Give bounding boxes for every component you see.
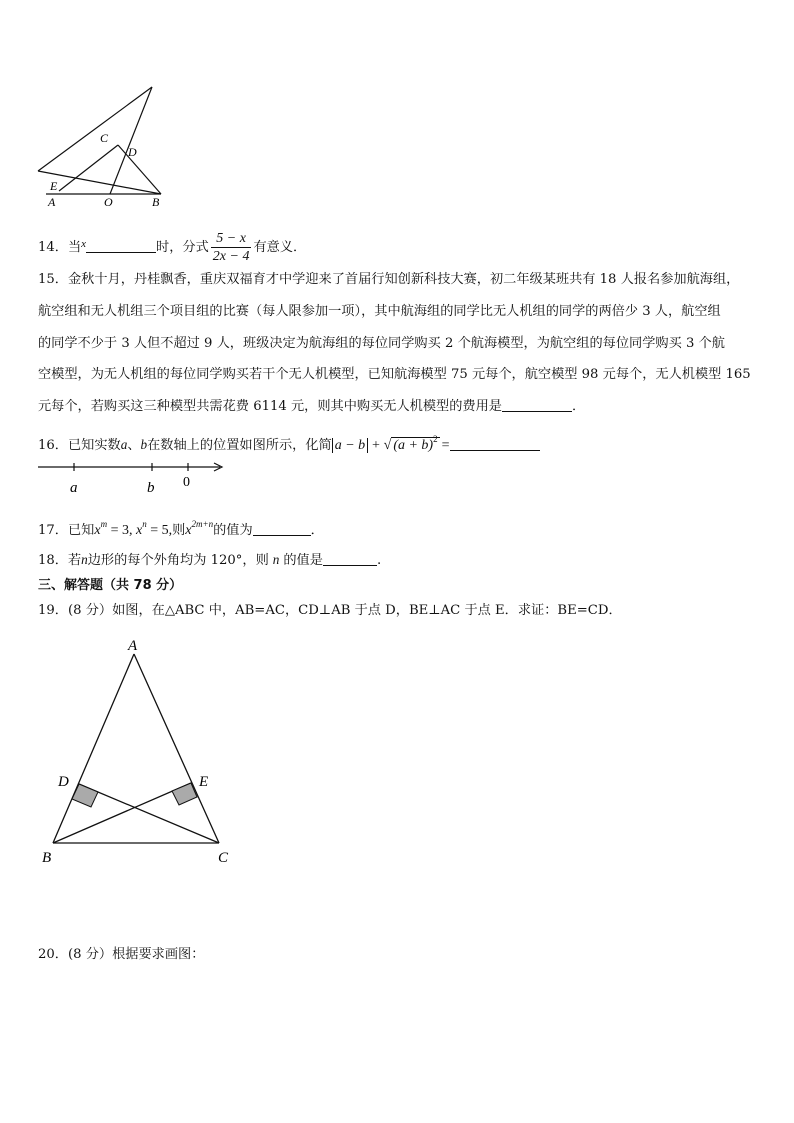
q14-answer-blank[interactable] <box>86 238 156 253</box>
q15-line-3: 的同学不少于 3 人但不超过 9 人，班级决定为航海组的每位同学购买 2 个航海模型，为航空组的每位同学购买 3 个航 <box>38 336 725 351</box>
fig13-label-e: E <box>50 179 58 193</box>
q18-prefix: 18．若 <box>38 553 82 568</box>
q16-answer-blank[interactable] <box>450 436 540 451</box>
fig19-label-b: B <box>42 850 52 866</box>
question-20: 20．(8 分）根据要求画图： <box>38 947 205 962</box>
q14-numerator: 5 − x <box>211 230 252 248</box>
fig19-label-d: D <box>58 774 69 790</box>
number-line-label-a: a <box>70 480 78 496</box>
q16-var-a: a <box>120 437 128 452</box>
q17-answer-blank[interactable] <box>253 521 311 536</box>
q18-suffix: 的值是 <box>283 553 323 568</box>
q14-fraction <box>211 230 252 265</box>
triangle-figure-19 <box>36 636 242 872</box>
fig13-label-o: O <box>104 195 113 209</box>
q18-var-n2: n <box>272 552 280 567</box>
fig19-side-ac <box>134 654 219 843</box>
q16-sqrt-sign: √ <box>383 438 392 453</box>
q16-var-b: b <box>140 437 148 452</box>
q15-line-4: 空模型，为无人机组的每位同学购买若干个无人机模型，已知航海模型 75 元每个，航空模型 98 元每个，无人机模型 165 <box>38 367 751 382</box>
q17-x2: x <box>135 523 143 538</box>
q17-x1: x <box>94 523 101 538</box>
q17-x3: x <box>185 523 192 538</box>
question-17 <box>38 515 324 540</box>
q16-sep: 、 <box>127 438 141 453</box>
number-line-label-b: b <box>147 480 155 496</box>
number-line <box>34 456 234 500</box>
fig19-label-a: A <box>128 638 138 654</box>
q17-value-2: = 5, <box>146 523 173 538</box>
q18-end: . <box>376 553 382 568</box>
fig19-segment-cd <box>79 784 219 843</box>
q18-answer-blank[interactable] <box>323 551 377 566</box>
q16-exponent: 2 <box>433 434 438 444</box>
q14-denominator: 2x − 4 <box>212 249 250 264</box>
q18-var-n: n <box>81 552 88 567</box>
q18-mid: 边形的每个外角均为 120°，则 <box>87 553 269 568</box>
q15-end: ． <box>571 399 586 414</box>
q17-mid: 则 <box>172 523 186 538</box>
q16-sqrt-expr: (a + b) <box>393 438 434 453</box>
q15-line-5-text: 元每个，若购买这三种模型共需花费 6114 元，则其中购买无人机模型的费用是 <box>38 399 502 414</box>
q17-prefix: 17．已知 <box>38 523 95 538</box>
q16-abs-expression: a − b <box>332 438 368 453</box>
q15-answer-blank[interactable] <box>502 397 572 412</box>
q14-mid: 时，分式 <box>156 240 209 255</box>
q16-plus: + <box>371 438 381 453</box>
q17-exp-2m-n: 2m+n <box>191 519 214 529</box>
fig13-label-c: C <box>100 131 109 145</box>
q14-prefix: 14．当 <box>38 240 82 255</box>
fig19-label-e: E <box>199 774 209 790</box>
fig19-side-ab <box>53 654 134 843</box>
q14-suffix: 有意义． <box>253 240 307 255</box>
q17-value-1: = 3, <box>107 523 136 538</box>
q17-suffix: 的值为 <box>213 523 253 538</box>
fig13-label-a: A <box>48 195 56 209</box>
q15-line-1: 15．金秋十月，丹桂飘香，重庆双福育才中学迎来了首届行知创新科技大赛，初二年级某班共有 18 人报名参加航海组， <box>38 272 740 287</box>
q15-line-2: 航空组和无人机组三个项目组的比赛（每人限参加一项），其中航海组的同学比无人机组的同学的两倍少 3 人，航空组 <box>38 304 721 319</box>
q16-equals: = <box>441 438 450 453</box>
question-14 <box>38 230 306 265</box>
q16-mid: 在数轴上的位置如图所示，化简 <box>147 438 332 453</box>
question-19: 19．(8 分）如图，在△ABC 中，AB=AC，CD⊥AB 于点 D，BE⊥AC 于点 E．求证：BE=CD． <box>38 603 622 618</box>
right-angle-d-icon <box>72 784 98 807</box>
q15-line-5 <box>38 397 585 416</box>
q17-exp-n: n <box>142 519 147 529</box>
section-3-heading: 三、解答题（共 78 分） <box>38 578 183 593</box>
fig19-label-c: C <box>218 850 229 866</box>
number-line-label-zero: 0 <box>183 475 190 490</box>
q17-exp-m: m <box>100 519 108 529</box>
question-18 <box>38 551 381 570</box>
q16-prefix: 16．已知实数 <box>38 438 121 453</box>
geometry-figure-13 <box>34 82 174 212</box>
q14-var: x <box>81 238 87 250</box>
question-16 <box>38 430 540 455</box>
q16-sqrt-body <box>391 434 439 453</box>
fig19-segment-be <box>53 783 191 843</box>
fig13-label-d: D <box>128 145 137 159</box>
q17-end: ． <box>310 523 324 538</box>
fig13-label-b: B <box>152 195 160 209</box>
